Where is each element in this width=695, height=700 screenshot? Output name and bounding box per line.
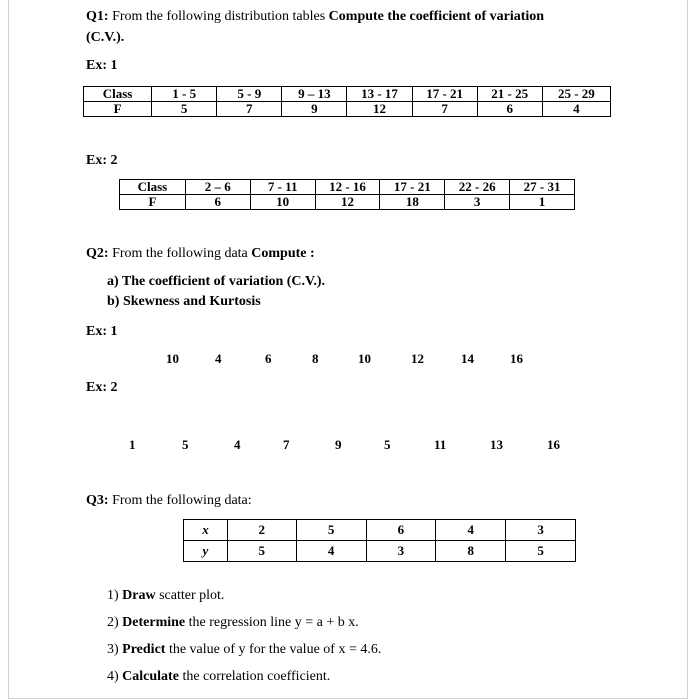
table-cell: 5 (296, 520, 366, 541)
data-value: 7 (283, 437, 290, 452)
data-value: 6 (265, 351, 272, 366)
data-value: 11 (434, 437, 447, 452)
table-cell: F (120, 195, 186, 210)
task-verb: Determine (122, 615, 186, 630)
list-item (107, 614, 381, 641)
q1-heading-line2: (C.V.). (86, 30, 125, 45)
q1-ex1-label: Ex: 1 (86, 58, 118, 73)
table-cell: 25 - 29 (542, 87, 610, 102)
task-number: 3) (107, 642, 123, 657)
data-value: 13 (490, 437, 503, 452)
table-cell: 7 - 11 (250, 180, 315, 195)
table-cell: 6 (477, 102, 542, 117)
table-cell: 5 - 9 (217, 87, 282, 102)
table-cell: 1 - 5 (152, 87, 217, 102)
table-cell: 22 - 26 (445, 180, 510, 195)
task-verb: Predict (122, 642, 166, 657)
table-cell: 3 (445, 195, 510, 210)
q1-ex1-table (83, 86, 611, 117)
table-cell: 2 – 6 (185, 180, 250, 195)
q3-xy-table (183, 519, 576, 562)
q3-x-row (184, 520, 576, 541)
table-cell: 3 (506, 520, 576, 541)
table-cell: 6 (366, 520, 436, 541)
table-cell: 4 (436, 520, 506, 541)
table-cell: 5 (152, 102, 217, 117)
task-text: the correlation coefficient. (178, 669, 331, 684)
list-item (107, 641, 381, 668)
q1-ex2-label: Ex: 2 (86, 153, 118, 168)
q1-ex2-freq-row (120, 195, 575, 210)
table-cell: 5 (506, 541, 576, 562)
table-cell: 17 - 21 (380, 180, 445, 195)
table-cell: 7 (412, 102, 477, 117)
task-text: the regression line y = a + b x. (185, 615, 359, 630)
table-cell: y (184, 541, 228, 562)
table-cell: 21 - 25 (477, 87, 542, 102)
q3-label: Q3: (86, 493, 109, 508)
task-number: 4) (107, 669, 123, 684)
data-value: 4 (234, 437, 241, 452)
q2-item-b: b) Skewness and Kurtosis (107, 294, 261, 309)
q1-heading (86, 9, 544, 25)
table-cell: 8 (436, 541, 506, 562)
table-cell: 9 – 13 (282, 87, 347, 102)
data-value: 16 (547, 437, 560, 452)
q1-ex1-class-row (84, 87, 611, 102)
data-value: 16 (510, 351, 523, 366)
table-cell: x (184, 520, 228, 541)
data-value: 12 (411, 351, 424, 366)
q3-heading (86, 493, 252, 509)
q3-y-row (184, 541, 576, 562)
list-item (107, 587, 381, 614)
task-number: 2) (107, 615, 123, 630)
table-cell: 4 (542, 102, 610, 117)
table-cell: F (84, 102, 152, 117)
q1-ex2-class-row (120, 180, 575, 195)
table-cell: 12 (347, 102, 412, 117)
table-cell: 10 (250, 195, 315, 210)
q1-ex1-freq-row (84, 102, 611, 117)
table-cell: 5 (227, 541, 296, 562)
table-cell: Class (84, 87, 152, 102)
table-cell: 3 (366, 541, 436, 562)
q2-ex2-label: Ex: 2 (86, 380, 118, 395)
q1-ex2-table (119, 179, 575, 210)
q2-intro: From the following data (108, 246, 252, 261)
data-value: 5 (384, 437, 391, 452)
q1-intro: From the following distribution tables (108, 9, 329, 24)
table-cell: 1 (510, 195, 575, 210)
table-cell: 17 - 21 (412, 87, 477, 102)
table-cell: Class (120, 180, 186, 195)
task-number: 1) (107, 588, 123, 603)
data-value: 4 (215, 351, 222, 366)
q2-ex1-label: Ex: 1 (86, 324, 118, 339)
q2-instruction: Compute : (251, 246, 315, 261)
table-cell: 18 (380, 195, 445, 210)
q2-heading (86, 246, 315, 262)
q1-label: Q1: (86, 9, 109, 24)
table-cell: 2 (227, 520, 296, 541)
q2-label: Q2: (86, 246, 109, 261)
q1-instruction: Compute the coefficient of variation (328, 9, 545, 24)
table-cell: 12 (315, 195, 380, 210)
table-cell: 9 (282, 102, 347, 117)
data-value: 8 (312, 351, 319, 366)
table-cell: 6 (185, 195, 250, 210)
task-verb: Calculate (122, 669, 179, 684)
q2-item-a: a) The coefficient of variation (C.V.). (107, 274, 325, 289)
data-value: 9 (335, 437, 342, 452)
table-cell: 7 (217, 102, 282, 117)
task-verb: Draw (122, 588, 156, 603)
task-text: the value of y for the value of x = 4.6. (165, 642, 382, 657)
table-cell: 27 - 31 (510, 180, 575, 195)
table-cell: 4 (296, 541, 366, 562)
data-value: 1 (129, 437, 136, 452)
data-value: 10 (358, 351, 371, 366)
data-value: 14 (461, 351, 474, 366)
task-text: scatter plot. (155, 588, 225, 603)
data-value: 10 (166, 351, 179, 366)
list-item (107, 668, 381, 695)
table-cell: 13 - 17 (347, 87, 412, 102)
q3-task-list (107, 587, 381, 695)
q3-intro: From the following data: (108, 493, 252, 508)
data-value: 5 (182, 437, 189, 452)
table-cell: 12 - 16 (315, 180, 380, 195)
